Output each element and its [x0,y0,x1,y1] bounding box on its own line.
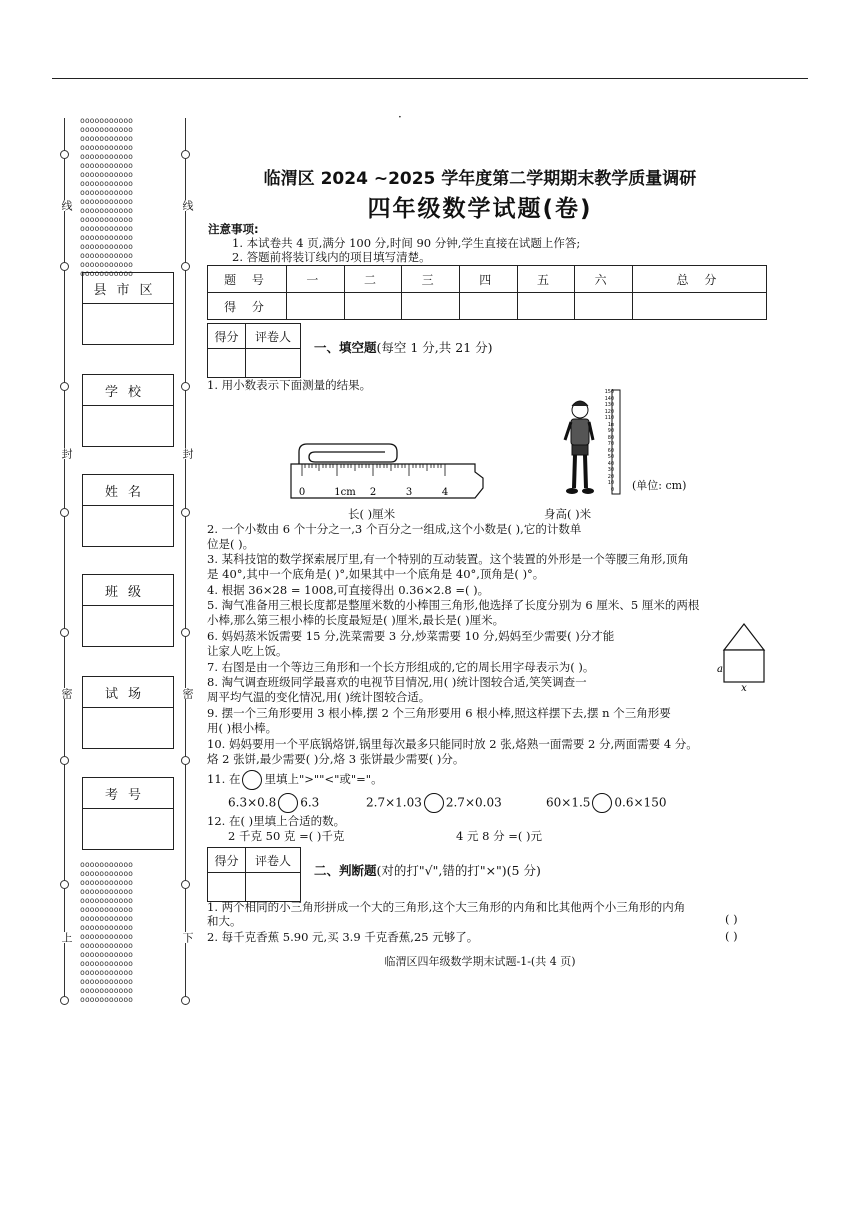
score-blank[interactable] [517,293,575,320]
section2-note: (对的打"√",错的打"×")(5 分) [376,863,541,878]
binding-circle [181,150,190,159]
question-11 [207,770,383,790]
binding-circle [181,508,190,517]
binding-line-right [185,118,186,1003]
compare-circle-input[interactable] [592,793,612,813]
score-cell: 得 分 [208,293,287,320]
question-text: 8. 淘气调查班级同学最喜欢的电视节目情况,用( )统计图较合适,笑笑调查一 [207,675,587,689]
field-label: 学校 [83,375,173,406]
question-text: 小棒,那么第三根小棒的长度最短是( )厘米,最长是( )厘米。 [207,613,505,627]
height-scale-label: 80 [607,434,614,441]
binding-dots-bottom: ooooooooooo ooooooooooo ooooooooooo ooooooooooo ooooooooooo ooooooooooo ooooooooooo ooooooooooo ooooooooooo ooooooooooo ooooooooooo ooooooooooo ooooooooooo ooooooooooo ooooooooooo ooooooooooo [80,860,133,1004]
answer-length: 长( )厘米 [348,507,396,521]
height-scale-label: 70 [607,441,614,447]
notes-item: 2. 答题前将装订线内的项目填写清楚。 [232,250,431,264]
height-scale-labels [604,389,614,493]
question-text: 3. 某科技馆的数学探索展厅里,有一个特别的互动装置。这个装置的外形是一个等腰三角形,顶角 [207,552,689,566]
score-blank[interactable] [575,293,633,320]
score-blank[interactable] [402,293,460,320]
field-class[interactable] [82,574,174,647]
q11-right: 2.7×0.03 [445,795,502,810]
score-blank[interactable] [632,293,766,320]
height-scale-label: 120 [604,408,614,415]
ruler-tick-label: 3 [405,487,413,498]
grader-box-1 [207,323,301,378]
q11-item [366,793,502,813]
score-table [207,265,767,320]
field-blank[interactable] [83,708,173,748]
label-x: x [741,683,747,692]
compare-circle-input[interactable] [424,793,444,813]
ruler-tick-label: 1cm [334,487,356,498]
q11-right: 6.3 [300,795,320,810]
field-exam-number[interactable] [82,777,174,850]
question-text: 10. 妈妈要用一个平底锅烙饼,锅里每次最多只能同时放 2 张,烙熟一面需要 2 分,两面需要 4 分。 [207,737,698,751]
score-cell: 三 [402,266,460,293]
field-school[interactable] [82,374,174,447]
ruler-tick-label: 0 [298,487,306,498]
score-cell: 一 [287,266,345,293]
field-blank[interactable] [83,506,173,546]
score-cell: 四 [459,266,517,293]
answer-height: 身高( )米 [544,507,592,521]
boy-height-figure [560,388,632,500]
height-scale-label: 1m [607,421,614,428]
binding-circle [181,996,190,1005]
q11-left: 60×1.5 [546,795,591,810]
height-scale-label: 140 [604,395,614,402]
q11-left: 2.7×1.03 [366,795,422,810]
height-scale-label: 110 [604,415,614,421]
score-cell: 五 [517,266,575,293]
section2-title: 二、判断题 [314,863,377,878]
section1-note: (每空 1 分,共 21 分) [376,340,493,355]
binding-circle [60,150,69,159]
binding-char-right: 下 [181,932,194,943]
binding-circle [60,508,69,517]
compare-circle-input[interactable] [278,793,298,813]
binding-circle [60,996,69,1005]
score-blank[interactable] [287,293,345,320]
exam-title: 临渭区 2024 ~2025 学年度第二学期期末教学质量调研 [263,169,697,189]
rectangle-shape [724,650,764,682]
score-cell: 六 [575,266,633,293]
question-text: 用( )根小棒。 [207,721,278,735]
score-table-score-row [208,293,767,320]
boy-icon [565,401,594,494]
compare-circle-icon [242,770,262,790]
grader-score-label: 得分 [208,848,246,873]
section1-title: 一、填空题 [314,340,377,355]
q12-item: 2 千克 50 克 =( )千克 [228,829,345,843]
binding-circle [181,756,190,765]
binding-circle [181,382,190,391]
exam-subtitle: 四年级数学试题(卷) [367,196,593,222]
binding-char-left: 封 [60,448,73,459]
top-rule [52,78,808,79]
binding-circle [60,628,69,637]
height-scale-label: 50 [607,454,614,460]
binding-circle [60,262,69,271]
field-label: 试场 [83,677,173,708]
q11-left: 6.3×0.8 [228,795,277,810]
section2-heading [314,864,541,878]
ruler-figure [285,440,485,502]
height-scale-label: 40 [607,460,614,467]
question-text: 2. 一个小数由 6 个十分之一,3 个百分之一组成,这个小数是( ),它的计数单 [207,522,582,536]
height-unit: (单位: cm) [632,479,687,492]
grader-score-blank[interactable] [208,873,246,902]
field-label: 班级 [83,575,173,606]
triangle-shape [724,624,764,650]
label-a: a [717,664,723,675]
height-scale-label: 130 [604,402,614,408]
grader-label: 评卷人 [246,848,301,873]
grader-label: 评卷人 [246,324,301,349]
judge-answer[interactable]: ( ) [725,929,738,943]
binding-circle [60,382,69,391]
height-scale-label: 30 [607,467,614,473]
q11-item [228,793,319,813]
question-text: 烙 2 张饼,最少需要( )分,烙 3 张饼最少需要( )分。 [207,752,465,766]
field-label: 姓名 [83,475,173,506]
field-label: 县市区 [83,273,173,304]
score-blank[interactable] [459,293,517,320]
field-blank[interactable] [83,406,173,446]
field-blank[interactable] [83,809,173,849]
question-text: 4. 根据 36×28 = 1008,可直接得出 0.36×2.8 =( )。 [207,583,490,597]
notes-heading: 注意事项: [208,222,259,236]
grader-box-2 [207,847,301,902]
height-scale-label: 90 [607,428,614,434]
grader-score-label: 得分 [208,324,246,349]
binding-circle [181,628,190,637]
binding-char-right: 密 [181,688,194,699]
binding-line-left [64,118,65,1003]
binding-char-right: 封 [181,448,194,459]
q11-right: 0.6×150 [614,795,667,810]
section1-heading [314,341,493,355]
judge-question: 2. 每千克香蕉 5.90 元,买 3.9 千克香蕉,25 元够了。 [207,930,479,944]
q11-tail: 里填上">""<"或"="。 [264,772,383,786]
page-footer: 临渭区四年级数学期末试题-1-(共 4 页) [384,955,576,968]
q12-item: 4 元 8 分 =( )元 [456,829,543,843]
binding-char-left: 上 [60,932,73,943]
height-scale-label: 10 [607,480,614,486]
field-county[interactable] [82,272,174,345]
judge-question: 1. 两个相同的小三角形拼成一个大的三角形,这个大三角形的内角和比其他两个小三角形的内角 [207,900,686,914]
height-scale-label: 150 [604,389,614,395]
binding-dots-top: ooooooooooo ooooooooooo ooooooooooo ooooooooooo ooooooooooo ooooooooooo ooooooooooo ooooooooooo ooooooooooo ooooooooooo ooooooooooo ooooooooooo ooooooooooo ooooooooooo ooooooooooo ooooooooooo ooooooooooo ooooooooooo [80,116,133,278]
binding-char-left: 线 [60,200,73,211]
header-dot: · [398,110,402,124]
field-blank[interactable] [83,606,173,646]
paperclip-icon [299,444,397,464]
ruler-tick-label: 2 [369,487,377,498]
score-blank[interactable] [344,293,402,320]
field-exam-room[interactable] [82,676,174,749]
field-name[interactable] [82,474,174,547]
grader-blank[interactable] [246,873,301,902]
triangle-rectangle-figure [716,620,772,692]
field-blank[interactable] [83,304,173,344]
binding-circle [60,756,69,765]
judge-question: 和大。 [207,914,242,928]
question-text: 5. 淘气准备用三根长度都是整厘米数的小棒围三角形,他选择了长度分别为 6 厘米、5 厘米的两根 [207,598,700,612]
ruler-tick-label: 4 [441,487,449,498]
grader-blank[interactable] [246,349,301,378]
question-text: 6. 妈妈蒸米饭需要 15 分,洗菜需要 3 分,炒菜需要 10 分,妈妈至少需要( )分才能 [207,629,615,643]
binding-circle [181,262,190,271]
question-text: 7. 右图是由一个等边三角形和一个长方形组成的,它的周长用字母表示为( )。 [207,660,595,674]
grader-score-blank[interactable] [208,349,246,378]
notes-item: 1. 本试卷共 4 页,满分 100 分,时间 90 分钟,学生直接在试题上作答; [232,236,581,250]
binding-char-left: 密 [60,688,73,699]
question-text: 周平均气温的变化情况,用( )统计图较合适。 [207,690,431,704]
height-scale-label: 20 [607,473,614,480]
score-cell: 二 [344,266,402,293]
question-text: 9. 摆一个三角形要用 3 根小棒,摆 2 个三角形要用 6 根小棒,照这样摆下去,摆 n 个三角形要 [207,706,671,720]
score-cell: 总 分 [632,266,766,293]
question-1: 1. 用小数表示下面测量的结果。 [207,378,372,392]
binding-circle [181,880,190,889]
judge-answer[interactable]: ( ) [725,912,738,926]
question-text: 是 40°,其中一个底角是( )°,如果其中一个底角是 40°,顶角是( )°。 [207,567,545,581]
q11-item [546,793,666,813]
ruler-body [291,464,483,498]
binding-char-right: 线 [181,200,194,211]
score-table-header-row [208,266,767,293]
field-label: 考号 [83,778,173,809]
height-scale-label: 60 [607,447,614,454]
q11-head: 11. 在 [207,772,241,786]
height-scale-label: 0 [610,486,614,493]
question-12: 12. 在( )里填上合适的数。 [207,814,346,828]
binding-circle [60,880,69,889]
question-text: 位是( )。 [207,537,255,551]
score-cell: 题 号 [208,266,287,293]
question-text: 让家人吃上饭。 [207,644,288,658]
